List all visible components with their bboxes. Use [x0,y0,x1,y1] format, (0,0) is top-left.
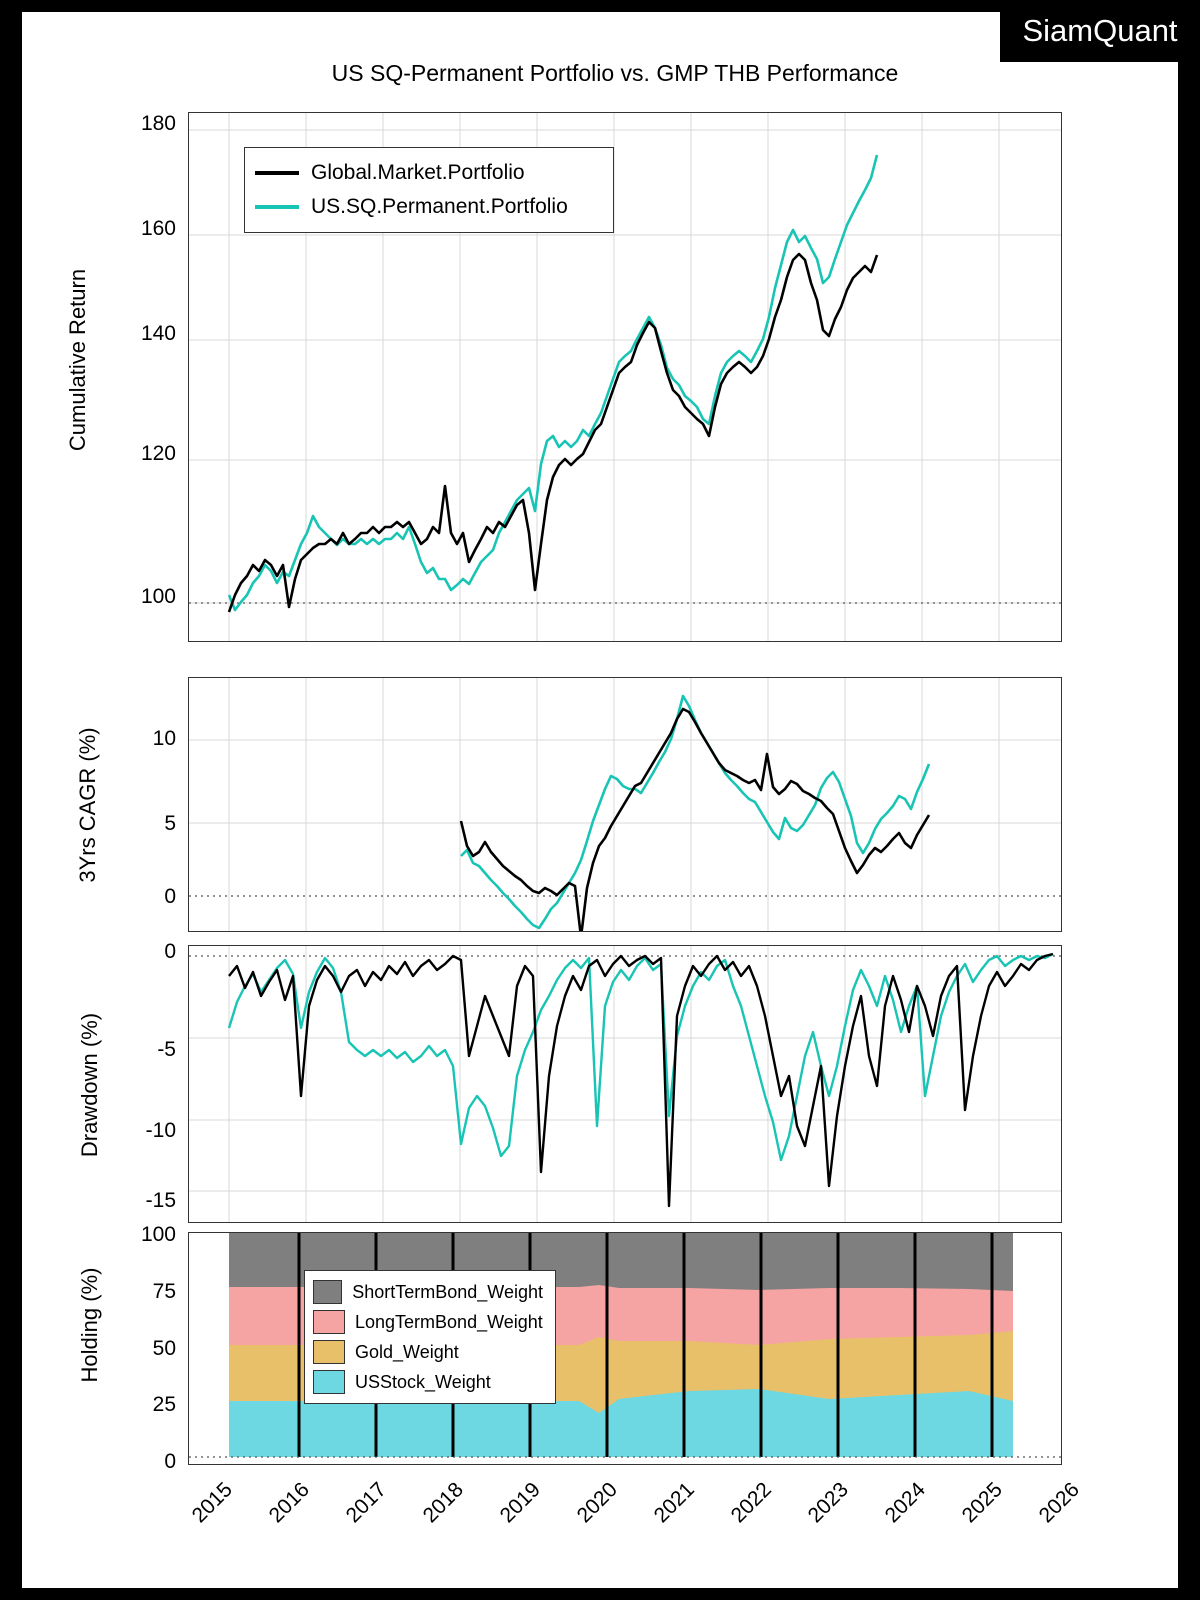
x-tick-2015: 2015 [187,1478,237,1528]
legend-swatch-gold [313,1340,345,1364]
legend-label-long-term-bond: LongTermBond_Weight [355,1311,543,1332]
legend-swatch-long-term-bond [313,1310,345,1334]
x-tick-2022: 2022 [726,1478,776,1528]
x-tick-2025: 2025 [957,1478,1007,1528]
y-tick-holding-50: 50 [152,1337,176,1360]
legend-item-us-sq-permanent [255,190,601,224]
page-title: US SQ-Permanent Portfolio vs. GMP THB Performance [331,60,899,86]
y-tick-cumulative-140: 140 [140,322,176,345]
y-tick-cagr-10: 10 [152,727,176,750]
y-axis-label-cumulative: Cumulative Return [65,268,90,452]
legend-label-gold: Gold_Weight [355,1341,459,1362]
legend-item-global-market [255,156,601,190]
legend-holding [304,1270,556,1404]
y-axis-label-cagr: 3Yrs CAGR (%) [75,727,100,883]
legend-swatch-line-teal [255,205,299,209]
x-tick-2018: 2018 [418,1478,468,1528]
legend-lines [244,147,614,233]
y-tick-cumulative-120: 120 [140,442,176,465]
legend-label-us-stock: USStock_Weight [355,1371,491,1392]
legend-label-short-term-bond: ShortTermBond_Weight [352,1281,543,1302]
panel-drawdown [188,945,1062,1223]
legend-swatch-line-black [255,171,299,175]
y-tick-drawdown-minus10: -10 [145,1119,176,1142]
x-tick-2019: 2019 [495,1478,545,1528]
legend-item-short-term-bond [313,1277,543,1307]
legend-item-us-stock [313,1367,543,1397]
brand-name-part1: Siam [1022,13,1094,48]
legend-item-gold [313,1337,543,1367]
x-tick-2023: 2023 [803,1478,853,1528]
x-tick-2021: 2021 [649,1478,699,1528]
drawdown-plot [189,946,1061,1222]
y-axis-label-drawdown: Drawdown (%) [77,1012,102,1158]
series-line-global-market [229,254,877,612]
y-tick-drawdown-minus5: -5 [157,1038,176,1061]
y-tick-cumulative-180: 180 [140,112,176,135]
y-tick-cumulative-160: 160 [140,217,176,240]
legend-swatch-us-stock [313,1370,345,1394]
chart-canvas [22,12,1178,1588]
y-axis-label-holding: Holding (%) [77,1267,102,1383]
y-tick-cumulative-100: 100 [140,585,176,608]
legend-label-global-market: Global.Market.Portfolio [311,161,525,184]
x-tick-2024: 2024 [880,1478,930,1528]
series-drawdown-us-sq-permanent [229,954,1053,1160]
brand-logo [1000,0,1200,62]
y-tick-cagr-0: 0 [164,885,176,908]
y-tick-holding-75: 75 [152,1280,176,1303]
series-cagr-global-market [461,709,929,931]
series-cagr-us-sq-permanent [461,696,929,928]
x-tick-2026: 2026 [1034,1478,1084,1528]
legend-label-us-sq-permanent: US.SQ.Permanent.Portfolio [311,195,568,218]
legend-item-long-term-bond [313,1307,543,1337]
x-tick-2017: 2017 [341,1478,391,1528]
brand-name-part2: Quant [1093,13,1178,48]
y-tick-holding-0: 0 [164,1450,176,1473]
panel-3yrs-cagr [188,677,1062,932]
y-tick-cagr-5: 5 [164,812,176,835]
y-tick-holding-100: 100 [140,1223,176,1246]
y-tick-drawdown-0: 0 [164,940,176,963]
x-tick-2016: 2016 [264,1478,314,1528]
y-tick-drawdown-minus15: -15 [145,1189,176,1212]
x-tick-2020: 2020 [572,1478,622,1528]
cagr-plot [189,678,1061,931]
legend-swatch-short-term-bond [313,1280,342,1304]
y-tick-holding-75b: 25 [152,1393,176,1416]
